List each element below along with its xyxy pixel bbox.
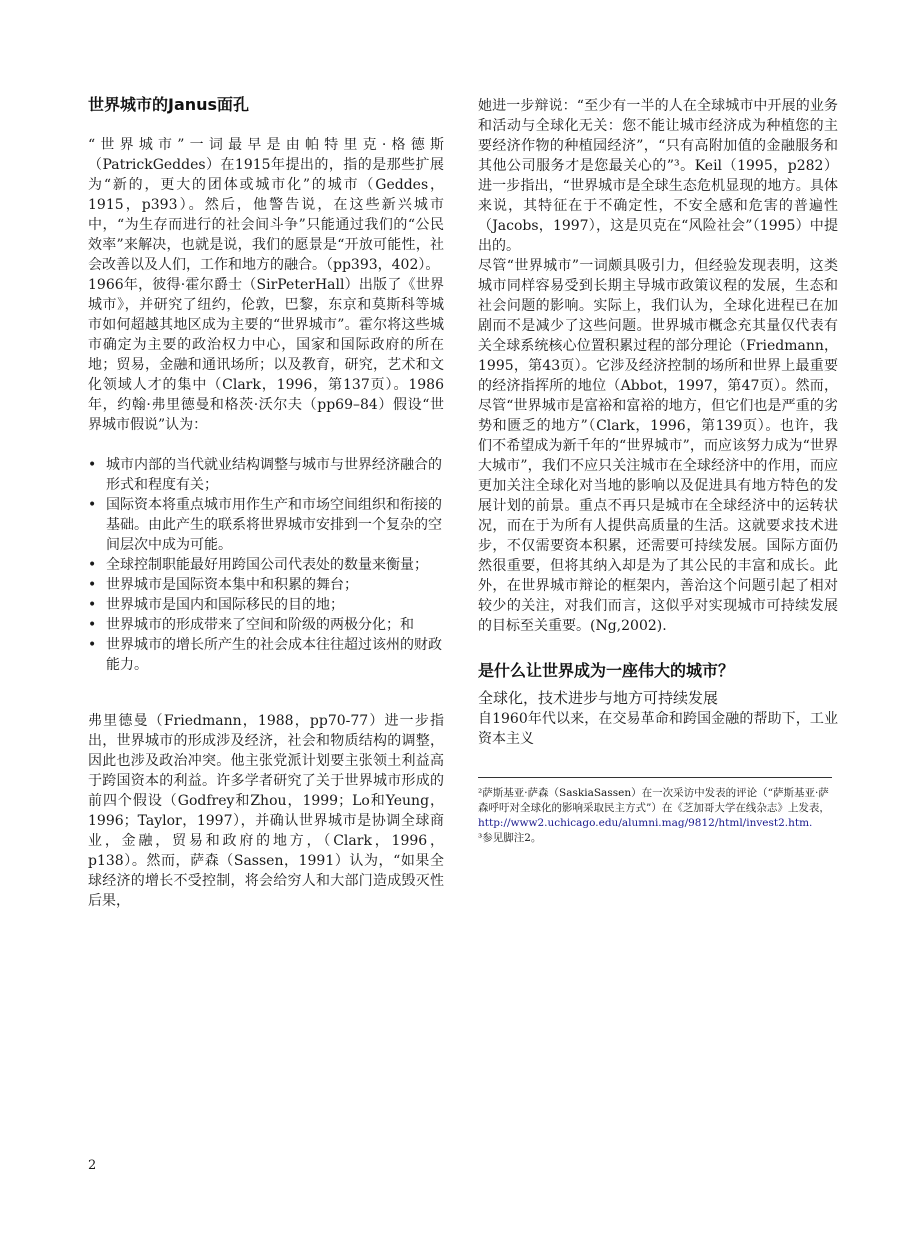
bullet-icon: • — [88, 497, 97, 513]
footnote-link[interactable]: http://www2.uchicago.edu/alumni.mag/9812/html/invest2.htm. — [478, 817, 813, 829]
list-item-text: 世界城市是国内和国际移民的目的地； — [106, 597, 344, 613]
list-item — [88, 595, 444, 615]
left-paragraph-3: 弗里德曼（Friedmann，1988，pp70-77）进一步指出，世界城市的形成涉及经济，社会和物质结构的调整，因此也涉及政治冲突。他主张党派计划要主张领土利益高于跨国资本的利益。许多学者研究了关于世界城市形成的前四个假设（Godfrey和Zhou，1999；Lo和Yeung，1996；Taylor，1997），并确认世界城市是协调全球商业，金融，贸易和政府的地方，（Clark，1996，p138）。然而，萨森（Sassen，1991）认为，“如果全球经济的增长不受控制，将会给穷人和大部门造成毁灭性后果， — [88, 713, 444, 909]
bullet-icon: • — [88, 637, 97, 653]
list-item-text: 世界城市是国际资本集中和积累的舞台； — [106, 577, 358, 593]
footnote-2-text: ²萨斯基亚·萨森（SaskiaSassen）在一次采访中发表的评论（“萨斯基亚·萨森呼吁对全球化的影响采取民主方式”）在《芝加哥大学在线杂志》上发表， — [478, 787, 830, 814]
footnote-3: ³参见脚注2。 — [478, 832, 542, 844]
bullet-icon: • — [88, 617, 97, 633]
list-item — [88, 495, 444, 555]
list-item — [88, 615, 444, 635]
list-item-text: 世界城市的增长所产生的社会成本往往超过该州的财政能力。 — [106, 637, 442, 673]
list-item — [88, 575, 444, 595]
list-item — [88, 455, 444, 495]
list-item-text: 城市内部的当代就业结构调整与城市与世界经济融合的形式和程度有关； — [106, 457, 442, 493]
page-number: 2 — [88, 1158, 97, 1173]
list-item-text: 国际资本将重点城市用作生产和市场空间组织和衔接的基础。由此产生的联系将世界城市安排到一个复杂的空间层次中成为可能。 — [106, 497, 442, 553]
left-paragraph-1: “世界城市”一词最早是由帕特里克·格德斯（PatrickGeddes）在1915年提出的，指的是那些扩展为“新的，更大的团体或城市化”的城市（Geddes，1915，p393）。然后，他警告说，在这些新兴城市中，“为生存而进行的社会间斗争”只能通过我们的“公民效率”来解决，也就是说，我们的愿景是“开放可能性，社会改善以及人们，工作和地方的融合。（pp393，402）。 — [88, 137, 444, 273]
section-heading-great-city: 是什么让世界成为一座伟大的城市？ — [478, 661, 735, 680]
list-item-text: 全球控制职能最好用跨国公司代表处的数量来衡量； — [106, 557, 428, 573]
bullet-icon: • — [88, 597, 97, 613]
list-item-text: 世界城市的形成带来了空间和阶级的两极分化；和 — [106, 617, 414, 633]
right-paragraph-3: 自1960年代以来，在交易革命和跨国金融的帮助下，工业资本主义 — [478, 711, 838, 747]
list-item — [88, 635, 444, 675]
spacer — [88, 675, 444, 711]
bullet-icon: • — [88, 557, 97, 573]
right-paragraph-1: 她进一步辩说：“至少有一半的人在全球城市中开展的业务和活动与全球化无关：您不能让城市经济成为种植您的主要经济作物的种植园经济”，“只有高附加值的金融服务和其他公司服务才是您最关心的”³。Keil（1995，p282）进一步指出，“世界城市是全球生态危机显现的地方。具体来说，其特征在于不确定性，不安全感和危害的普遍性（Jacobs，1997），这是贝克在“风险社会”（1995）中提出的。 — [478, 98, 838, 254]
footnote-divider — [478, 777, 832, 778]
bullet-icon: • — [88, 577, 97, 593]
left-column — [88, 92, 444, 911]
hypothesis-list — [88, 455, 444, 675]
footnote-2 — [478, 786, 838, 831]
section-subtitle: 全球化，技术进步与地方可持续发展 — [478, 689, 719, 707]
list-item — [88, 555, 444, 575]
right-paragraph-2: 尽管“世界城市”一词颇具吸引力，但经验发现表明，这类城市同样容易受到长期主导城市政策议程的发展，生态和社会问题的影响。实际上，我们认为，全球化进程已在加剧而不是减少了这些问题。世界城市概念充其量仅代表有关全球系统核心位置积累过程的部分理论（Friedmann，1995，第43页）。它涉及经济控制的场所和世界上最重要的经济指挥所的地位（Abbot，1997，第47页）。然而，尽管“世界城市是富裕和富裕的地方，但它们也是严重的劣势和匮乏的地方”（Clark，1996，第139页）。也许，我们不希望成为新千年的“世界城市”，而应该努力成为“世界大城市”，我们不应只关注城市在全球经济中的作用，而应更加关注全球化对当地的影响以及促进具有地方特色的发展计划的前景。重点不再只是城市在全球经济中的运转状况，而在于为所有人提供高质量的生活。这就要求技术进步，不仅需要资本积累，还需要可持续发展。国际方面仍然很重要，但将其纳入却是为了其公民的丰富和成长。此外，在世界城市辩论的框架内，善治这个问题引起了相对较少的关注，对我们而言，这似乎对实现城市可持续发展的目标至关重要。(Ng,2002). — [478, 258, 838, 634]
right-column — [478, 96, 838, 846]
section-heading-janus: 世界城市的Janus面孔 — [88, 95, 250, 114]
bullet-icon: • — [88, 457, 97, 473]
left-paragraph-2: 1966年，彼得·霍尔爵士（SirPeterHall）出版了《世界城市》，并研究了纽约，伦敦，巴黎，东京和莫斯科等城市如何超越其地区成为主要的“世界城市”。霍尔将这些城市确定为主要的政治权力中心，国家和国际政府的所在地；贸易，金融和通讯场所；以及教育，研究，艺术和文化领域人才的集中（Clark，1996，第137页）。1986年，约翰·弗里德曼和格茨·沃尔夫（pp69–84）假设“世界城市假说”认为： — [88, 277, 444, 433]
